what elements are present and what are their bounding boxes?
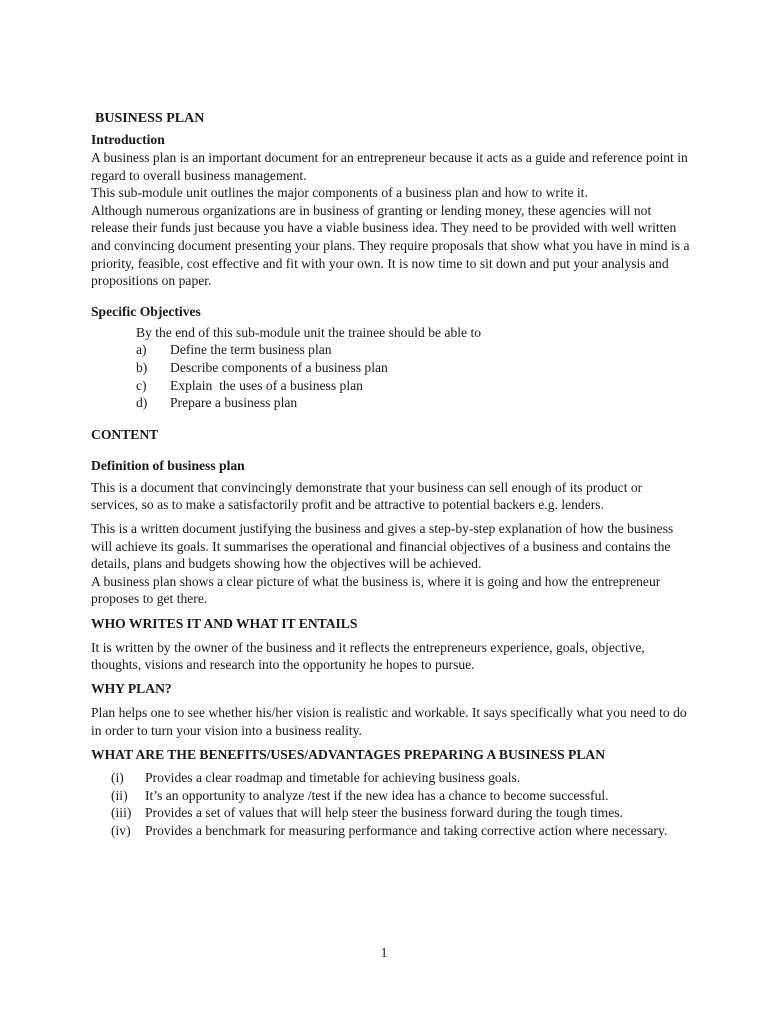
list-item [136, 394, 691, 412]
list-item [111, 804, 691, 822]
intro-paragraph-2: This sub-module unit outlines the major components of a business plan and how to write it. [91, 185, 588, 201]
objectives-list [91, 341, 691, 411]
list-item [111, 769, 691, 787]
objectives-heading: Specific Objectives [91, 303, 201, 319]
intro-paragraph-3: Although numerous organizations are in business of granting or lending money, these agencies will not release their funds just because you have a viable business idea. They need to be provided with well written and convincing document presenting your plans. They require proposals that show what you have in mind is a priority, feasible, cost effective and fit with your own. It is now time to sit down and put your analysis and propositions on paper. [91, 202, 690, 289]
list-item-text: It’s an opportunity to analyze /test if the new idea has a chance to become successful. [145, 787, 609, 803]
content-heading: CONTENT [91, 426, 159, 442]
who-paragraph: It is written by the owner of the business and it reflects the entrepreneurs experience, goals, objective, thoughts, visions and research into the opportunity he hopes to pursue. [91, 639, 645, 673]
list-marker: (iii) [111, 805, 132, 821]
list-item-text: Prepare a business plan [170, 395, 298, 411]
definition-paragraph-1: This is a document that convincingly demonstrate that your business can sell enough of its product or services, so as to make a satisfactorily profit and be attractive to potential backers e.g. lenders. [91, 479, 643, 513]
list-marker: d) [136, 395, 148, 411]
list-item [111, 787, 691, 805]
intro-paragraph-1: A business plan is an important document for an entrepreneur because it acts as a guide and reference point in regard to overall business management. [91, 150, 688, 183]
definition-heading: Definition of business plan [91, 457, 245, 473]
list-item-text: Explain the uses of a business plan [170, 377, 363, 393]
list-marker: a) [136, 342, 147, 358]
list-item [111, 822, 691, 840]
definition-paragraph-3: A business plan shows a clear picture of what the business is, where it is going and how the entrepreneur proposes to get there. [91, 573, 661, 607]
why-heading: WHY PLAN? [91, 681, 172, 697]
list-item [136, 377, 691, 395]
list-item-text: Provides a clear roadmap and timetable for achieving business goals. [145, 770, 521, 786]
document-page [91, 110, 691, 840]
list-item [136, 359, 691, 377]
who-heading: WHO WRITES IT AND WHAT IT ENTAILS [91, 615, 358, 631]
document-title: BUSINESS PLAN [95, 111, 205, 126]
objectives-lead: By the end of this sub-module unit the trainee should be able to [136, 324, 482, 340]
list-marker: (i) [111, 770, 124, 786]
page-number: 1 [380, 945, 388, 960]
list-marker: b) [136, 359, 148, 375]
list-item-text: Provides a set of values that will help steer the business forward during the tough times. [145, 805, 623, 821]
why-paragraph: Plan helps one to see whether his/her vision is realistic and workable. It says specifically what you need to do in order to turn your vision into a business reality. [91, 705, 687, 738]
list-item-text: Provides a benchmark for measuring performance and taking corrective action where necessary. [145, 823, 668, 839]
definition-paragraph-2: This is a written document justifying the business and gives a step-by-step explanation of how the business will achieve its goals. It summarises the operational and financial objectives of a business and contains the details, plans and budgets showing how the objectives will be achieved. [91, 520, 674, 572]
list-marker: (iv) [111, 823, 131, 839]
list-marker: c) [136, 377, 147, 393]
list-item-text: Describe components of a business plan [170, 359, 388, 375]
benefits-heading: WHAT ARE THE BENEFITS/USES/ADVANTAGES PREPARING A BUSINESS PLAN [91, 747, 606, 763]
list-marker: (ii) [111, 787, 128, 803]
introduction-heading: Introduction [91, 132, 165, 147]
benefits-list [91, 769, 691, 839]
list-item-text: Define the term business plan [170, 342, 332, 358]
list-item [136, 341, 691, 359]
